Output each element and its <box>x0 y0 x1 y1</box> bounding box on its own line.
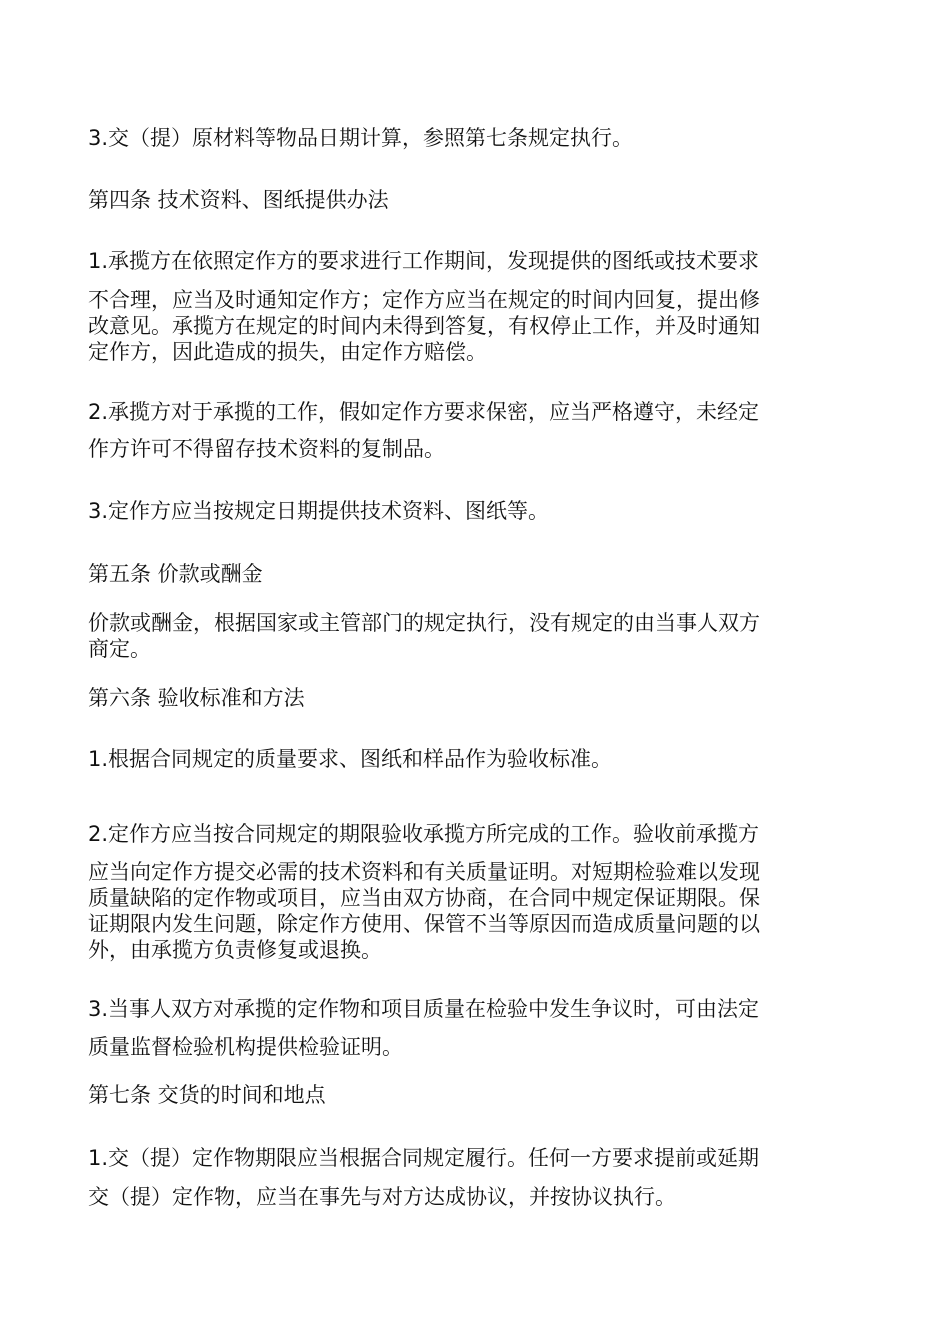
clause-4-item-1-line-1: 1.承揽方在依照定作方的要求进行工作期间，发现提供的图纸或技术要求 <box>88 249 760 273</box>
clause-5-line-2: 商定。 <box>88 637 151 661</box>
section-6-heading: 第六条 验收标准和方法 <box>88 686 305 710</box>
clause-6-item-2-line-3: 质量缺陷的定作物或项目，应当由双方协商，在合同中规定保证期限。保 <box>88 886 760 910</box>
section-5-heading: 第五条 价款或酬金 <box>88 562 263 586</box>
section-7-heading: 第七条 交货的时间和地点 <box>88 1083 326 1107</box>
clause-4-item-1-line-3: 改意见。承揽方在规定的时间内未得到答复，有权停止工作，并及时通知 <box>88 314 760 338</box>
clause-6-item-2-line-5: 外，由承揽方负责修复或退换。 <box>88 938 382 962</box>
clause-6-item-2-line-2: 应当向定作方提交必需的技术资料和有关质量证明。对短期检验难以发现 <box>88 860 760 884</box>
clause-4-item-2-line-1: 2.承揽方对于承揽的工作，假如定作方要求保密，应当严格遵守，未经定 <box>88 400 760 424</box>
clause-4-item-3: 3.定作方应当按规定日期提供技术资料、图纸等。 <box>88 499 550 523</box>
clause-7-item-1-line-1: 1.交（提）定作物期限应当根据合同规定履行。任何一方要求提前或延期 <box>88 1146 760 1170</box>
clause-6-item-3-line-2: 质量监督检验机构提供检验证明。 <box>88 1035 403 1059</box>
clause-7-item-1-line-2: 交（提）定作物，应当在事先与对方达成协议，并按协议执行。 <box>88 1185 676 1209</box>
section-4-heading: 第四条 技术资料、图纸提供办法 <box>88 188 389 212</box>
clause-3-item-3: 3.交（提）原材料等物品日期计算，参照第七条规定执行。 <box>88 126 634 150</box>
clause-6-item-2-line-1: 2.定作方应当按合同规定的期限验收承揽方所完成的工作。验收前承揽方 <box>88 822 760 846</box>
clause-6-item-2-line-4: 证期限内发生问题，除定作方使用、保管不当等原因而造成质量问题的以 <box>88 912 760 936</box>
clause-4-item-1-line-4: 定作方，因此造成的损失，由定作方赔偿。 <box>88 340 487 364</box>
clause-6-item-3-line-1: 3.当事人双方对承揽的定作物和项目质量在检验中发生争议时，可由法定 <box>88 997 760 1021</box>
clause-5-line-1: 价款或酬金，根据国家或主管部门的规定执行，没有规定的由当事人双方 <box>88 611 760 635</box>
clause-4-item-1-line-2: 不合理，应当及时通知定作方；定作方应当在规定的时间内回复，提出修 <box>88 288 760 312</box>
clause-6-item-1: 1.根据合同规定的质量要求、图纸和样品作为验收标准。 <box>88 747 613 771</box>
clause-4-item-2-line-2: 作方许可不得留存技术资料的复制品。 <box>88 437 445 461</box>
